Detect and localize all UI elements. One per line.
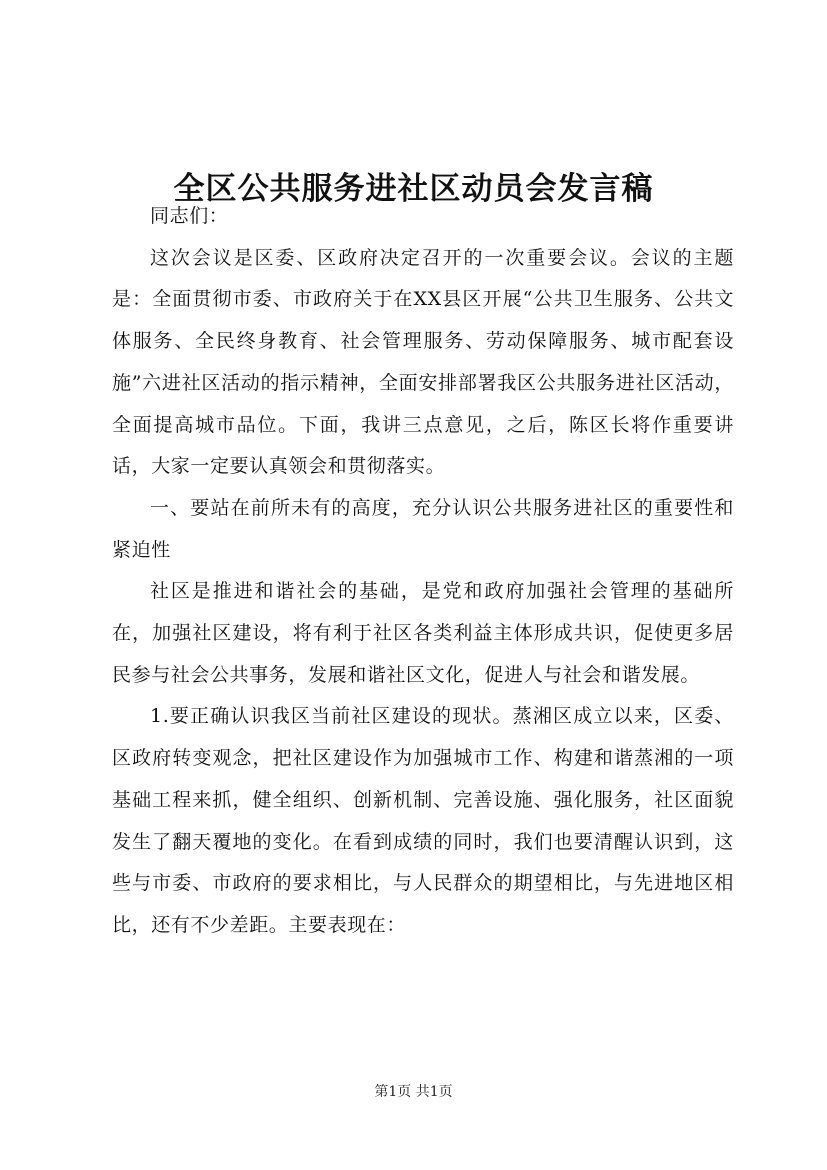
- section-heading-paragraph: 一、要站在前所未有的高度，充分认识公共服务进社区的重要性和紧迫性: [112, 496, 734, 561]
- status-paragraph: 1.要正确认识我区当前社区建设的现状。蒸湘区成立以来，区委、区政府转变观念，把社区建设作为加强城市工作、构建和谐蒸湘的一项基础工程来抓，健全组织、创新机制、完善设施、强化服务，社区面貌发生了翻天覆地的变化。在看到成绩的同时，我们也要清醒认识到，这些与市委、市政府的要求相比，与人民群众的期望相比，与先进地区相比，还有不少差距。主要表现在：: [112, 705, 734, 936]
- intro-paragraph: 这次会议是区委、区政府决定召开的一次重要会议。会议的主题是：全面贯彻市委、市政府关于在XX县区开展“公共卫生服务、公共文体服务、全民终身教育、社会管理服务、劳动保障服务、城市配套设施”六进社区活动的指示精神，全面安排部署我区公共服务进社区活动，全面提高城市品位。下面，我讲三点意见，之后，陈区长将作重要讲话，大家一定要认真领会和贯彻落实。: [112, 246, 734, 478]
- salutation-paragraph: 同志们：: [150, 205, 229, 227]
- document-body: [112, 196, 734, 947]
- document-title: 全区公共服务进社区动员会发言稿: [173, 170, 654, 207]
- page-footer: 第1页 共1页: [374, 1084, 453, 1100]
- community-paragraph: 社区是推进和谐社会的基础，是党和政府加强社会管理的基础所在，加强社区建设，将有利于社区各类利益主体形成共识，促使更多居民参与社会公共事务，发展和谐社区文化，促进人与社会和谐发展。: [112, 580, 734, 686]
